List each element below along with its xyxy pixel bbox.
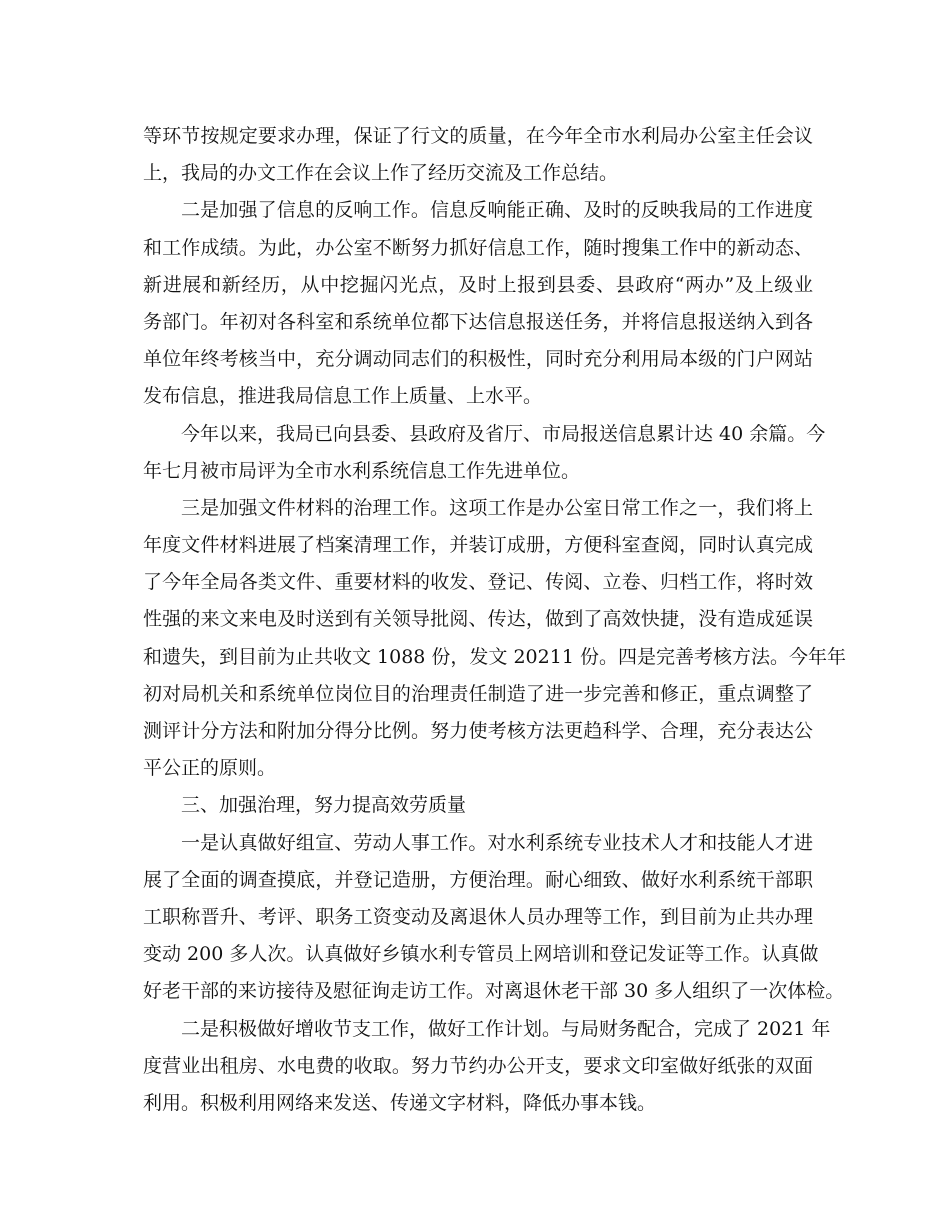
document-body	[143, 118, 846, 1122]
text-line: 变动 200 多人次。认真做好乡镇水利专管员上网培训和登记发证等工作。认真做	[143, 943, 819, 966]
text-line: 度营业出租房、水电费的收取。努力节约办公开支，要求文印室做好纸张的双面	[143, 1054, 813, 1077]
text-line: 一是认真做好组宣、劳动人事工作。对水利系统专业技术人才和技能人才进	[181, 831, 813, 854]
text-line: 初对局机关和系统单位岗位目的治理责任制造了进一步完善和修正，重点调整了	[143, 682, 813, 705]
text-line: 年七月被市局评为全市水利系统信息工作先进单位。	[143, 459, 581, 482]
text-line: 新进展和新经历，从中挖掘闪光点，及时上报到县委、县政府“两办”及上级业	[143, 273, 813, 296]
text-line: 务部门。年初对各科室和系统单位都下达信息报送任务，并将信息报送纳入到各	[143, 310, 813, 333]
text-line: 单位年终考核当中，充分调动同志们的积极性，同时充分利用局本级的门户网站	[143, 348, 813, 371]
text-line: 二是积极做好增收节支工作，做好工作计划。与局财务配合，完成了 2021 年	[181, 1017, 831, 1040]
text-line: 和遗失，到目前为止共收文 1088 份，发文 20211 份。四是完善考核方法。今年年	[143, 645, 846, 668]
text-line: 了今年全局各类文件、重要材料的收发、登记、传阅、立卷、归档工作，将时效	[143, 571, 813, 594]
text-line: 平公正的原则。	[143, 757, 277, 780]
text-line: 等环节按规定要求办理，保证了行文的质量，在今年全市水利局办公室主任会议	[143, 125, 813, 147]
text-line: 三是加强文件材料的治理工作。这项工作是办公室日常工作之一，我们将上	[181, 496, 813, 519]
text-line: 发布信息，推进我局信息工作上质量、上水平。	[143, 385, 543, 408]
text-line: 三、加强治理，努力提高效劳质量	[181, 794, 467, 817]
text-line: 测评计分方法和附加分得分比例。努力使考核方法更趋科学、合理，充分表达公	[143, 720, 813, 742]
text-line: 工职称晋升、考评、职务工资变动及离退休人员办理等工作，到目前为止共办理	[143, 905, 813, 928]
text-line: 好老干部的来访接待及慰征询走访工作。对离退休老干部 30 多人组织了一次体检。	[143, 980, 845, 1003]
text-line: 和工作成绩。为此，办公室不断努力抓好信息工作，随时搜集工作中的新动态、	[143, 236, 813, 259]
text-line: 展了全面的调查摸底，并登记造册，方便治理。耐心细致、做好水利系统干部职	[143, 868, 813, 891]
text-line: 今年以来，我局已向县委、县政府及省厅、市局报送信息累计达 40 余篇。今	[181, 422, 826, 445]
text-line: 上，我局的办文工作在会议上作了经历交流及工作总结。	[143, 162, 619, 185]
text-line: 二是加强了信息的反响工作。信息反响能正确、及时的反映我局的工作进度	[181, 199, 813, 222]
text-line: 性强的来文来电及时送到有关领导批阅、传达，做到了高效快捷，没有造成延误	[143, 608, 813, 631]
text-line: 年度文件材料进展了档案清理工作，并装订成册，方便科室查阅，同时认真完成	[143, 534, 813, 557]
text-line: 利用。积极利用网络来发送、传递文字材料，降低办事本钱。	[143, 1091, 657, 1114]
